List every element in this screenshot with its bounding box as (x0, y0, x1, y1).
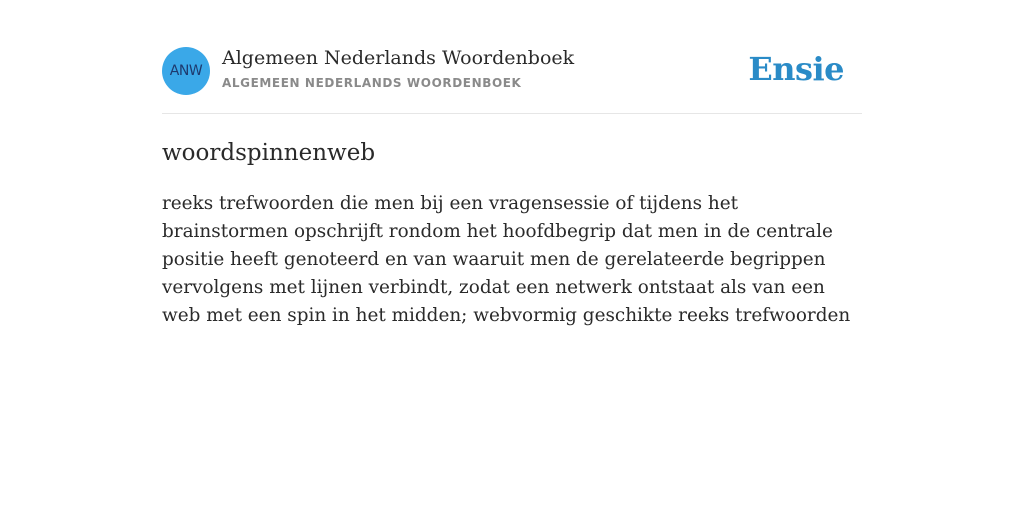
definition-text: reeks trefwoorden die men bij een vragensessie of tijdens het brainstormen opschrijft rondom het hoofdbegrip dat men in de centrale positie heeft genoteerd en van waaruit men de gerelateerde begrippen vervolgens met lijnen verbindt, zodat een netwerk ontstaat als van een web met een spin in het midden; webvormig geschikte reeks trefwoorden (162, 193, 851, 326)
entry-card (162, 0, 862, 326)
anw-logo-icon[interactable] (162, 47, 210, 95)
source-subtitle: ALGEMEEN NEDERLANDS WOORDENBOEK (222, 76, 522, 90)
source-title[interactable]: Algemeen Nederlands Woordenboek (222, 47, 575, 69)
headword: woordspinnenweb (162, 140, 376, 166)
ensie-brand-logo[interactable]: Ensie (748, 50, 844, 88)
source-header (162, 0, 862, 114)
logo-text: ANW (169, 63, 203, 79)
